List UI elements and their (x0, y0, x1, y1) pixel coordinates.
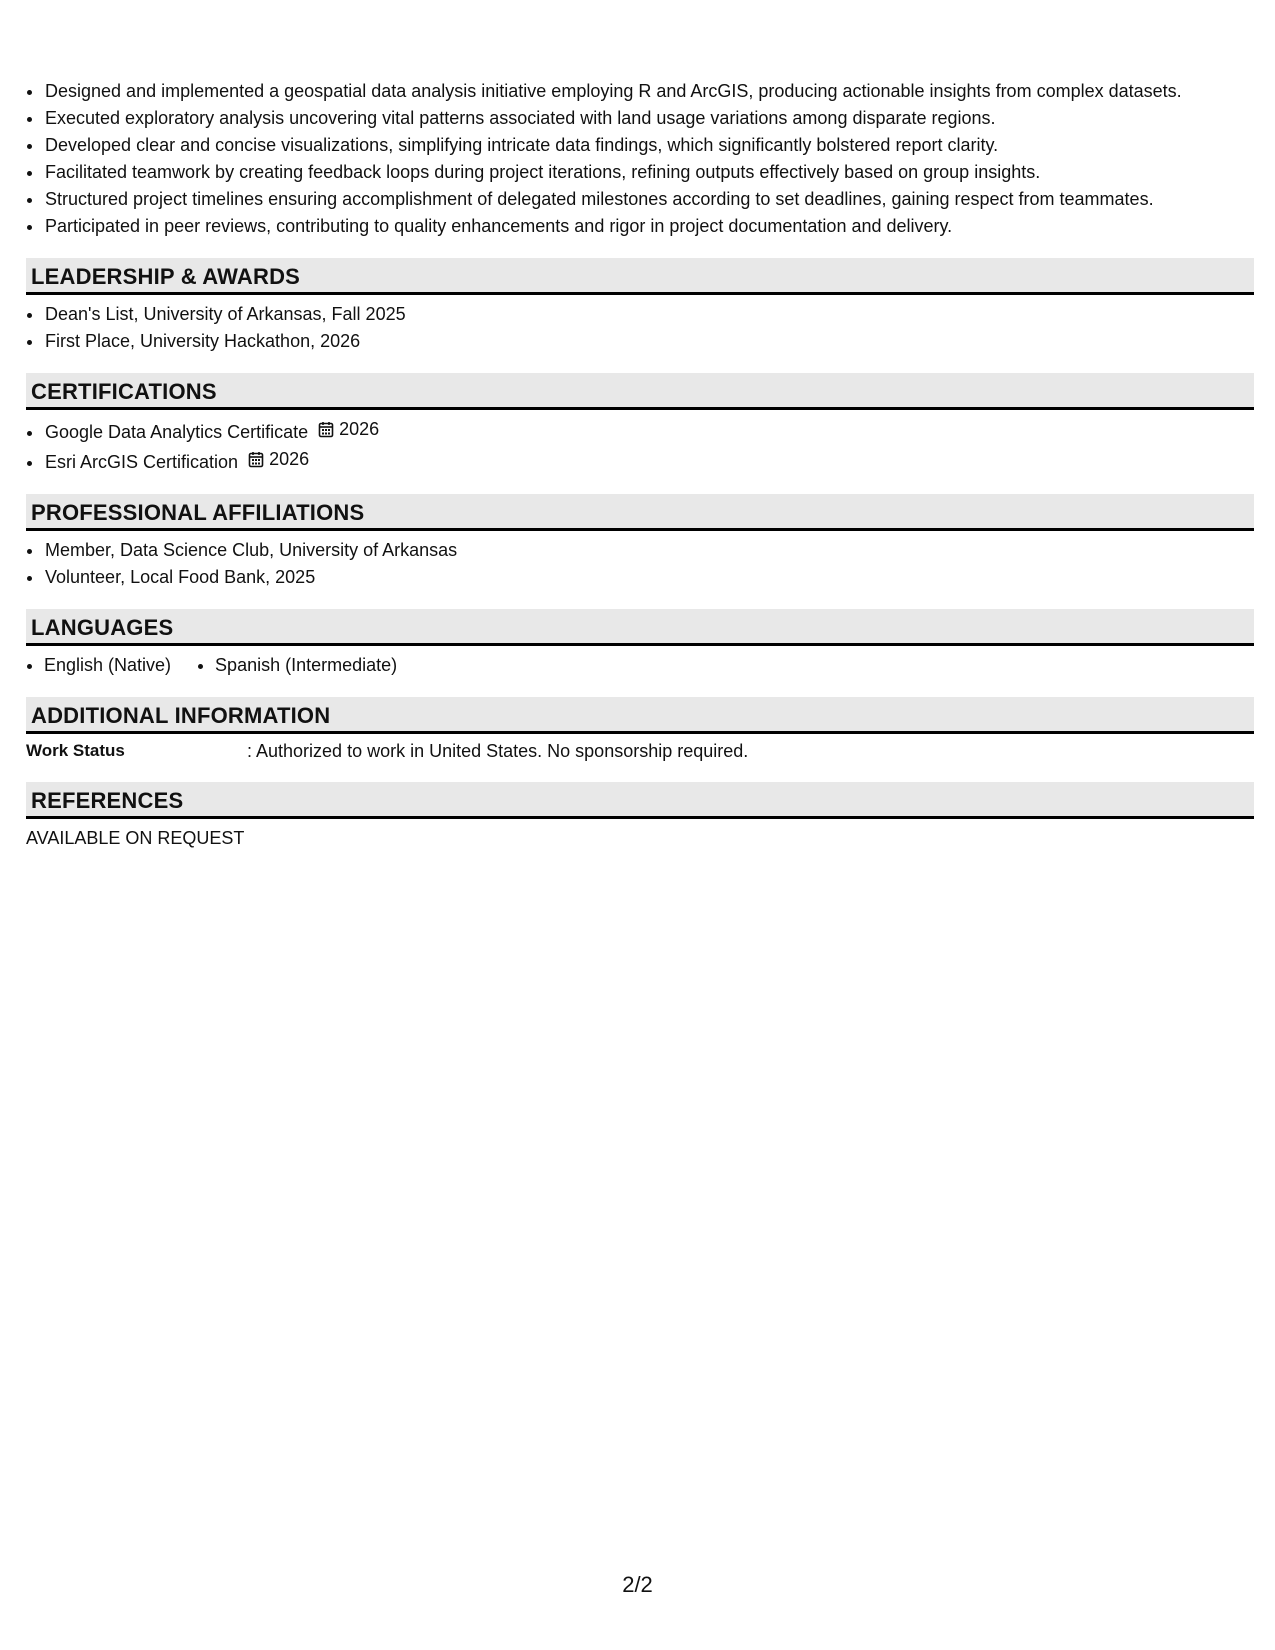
resume-page (26, 78, 1254, 851)
list-item: • Member, Data Science Club, University of Arkansas (44, 537, 1254, 564)
leadership-section (26, 258, 1254, 355)
section-heading: PROFESSIONAL AFFILIATIONS (26, 494, 1254, 531)
leadership-list (26, 301, 1254, 355)
references-text: AVAILABLE ON REQUEST (26, 828, 245, 848)
list-item: • First Place, University Hackathon, 2026 (44, 328, 1254, 355)
page-number: 2/2 (622, 1572, 653, 1597)
section-heading: LEADERSHIP & AWARDS (26, 258, 1254, 295)
certifications-section (26, 373, 1254, 476)
work-status-row (26, 738, 1254, 764)
certification-name: Esri ArcGIS Certification (45, 452, 239, 472)
section-heading: CERTIFICATIONS (26, 373, 1254, 410)
list-item: • Dean's List, University of Arkansas, Fall 2025 (44, 301, 1254, 328)
certification-year: 2026 (339, 419, 380, 439)
project-bullet: • Designed and implemented a geospatial data analysis initiative employing R and ArcGIS, producing actionable insights from complex datasets. (44, 78, 1254, 105)
additional-info-section (26, 697, 1254, 764)
section-heading: LANGUAGES (26, 609, 1254, 646)
references-section (26, 782, 1254, 851)
certification-item (44, 416, 1254, 446)
certifications-list (26, 416, 1254, 476)
project-bullet: • Developed clear and concise visualizations, simplifying intricate data findings, which significantly bolstered report clarity. (44, 132, 1254, 159)
project-bullet: • Structured project timelines ensuring accomplishment of delegated milestones according to set deadlines, gaining respect from teammates. (44, 186, 1254, 213)
affiliations-section (26, 494, 1254, 591)
certification-item (44, 446, 1254, 476)
calendar-icon (318, 421, 334, 438)
work-status-value: : Authorized to work in United States. No sponsorship required. (247, 741, 749, 761)
list-item: • Volunteer, Local Food Bank, 2025 (44, 564, 1254, 591)
certification-year: 2026 (269, 449, 310, 469)
work-status-label: Work Status (26, 741, 125, 760)
project-bullet: • Participated in peer reviews, contributing to quality enhancements and rigor in project documentation and delivery. (44, 213, 1254, 240)
affiliations-list (26, 537, 1254, 591)
section-heading: ADDITIONAL INFORMATION (26, 697, 1254, 734)
project-bullet: • Facilitated teamwork by creating feedback loops during project iterations, refining outputs effectively based on group insights. (44, 159, 1254, 186)
certification-name: Google Data Analytics Certificate (45, 422, 309, 442)
calendar-icon (248, 451, 264, 468)
languages-section (26, 609, 1254, 679)
section-heading: REFERENCES (26, 782, 1254, 819)
language-item: • Spanish (Intermediate) (215, 652, 397, 679)
project-bullet: • Executed exploratory analysis uncovering vital patterns associated with land usage variations among disparate regions. (44, 105, 1254, 132)
language-item: • English (Native) (44, 652, 171, 679)
project-bullet-list (26, 78, 1254, 240)
